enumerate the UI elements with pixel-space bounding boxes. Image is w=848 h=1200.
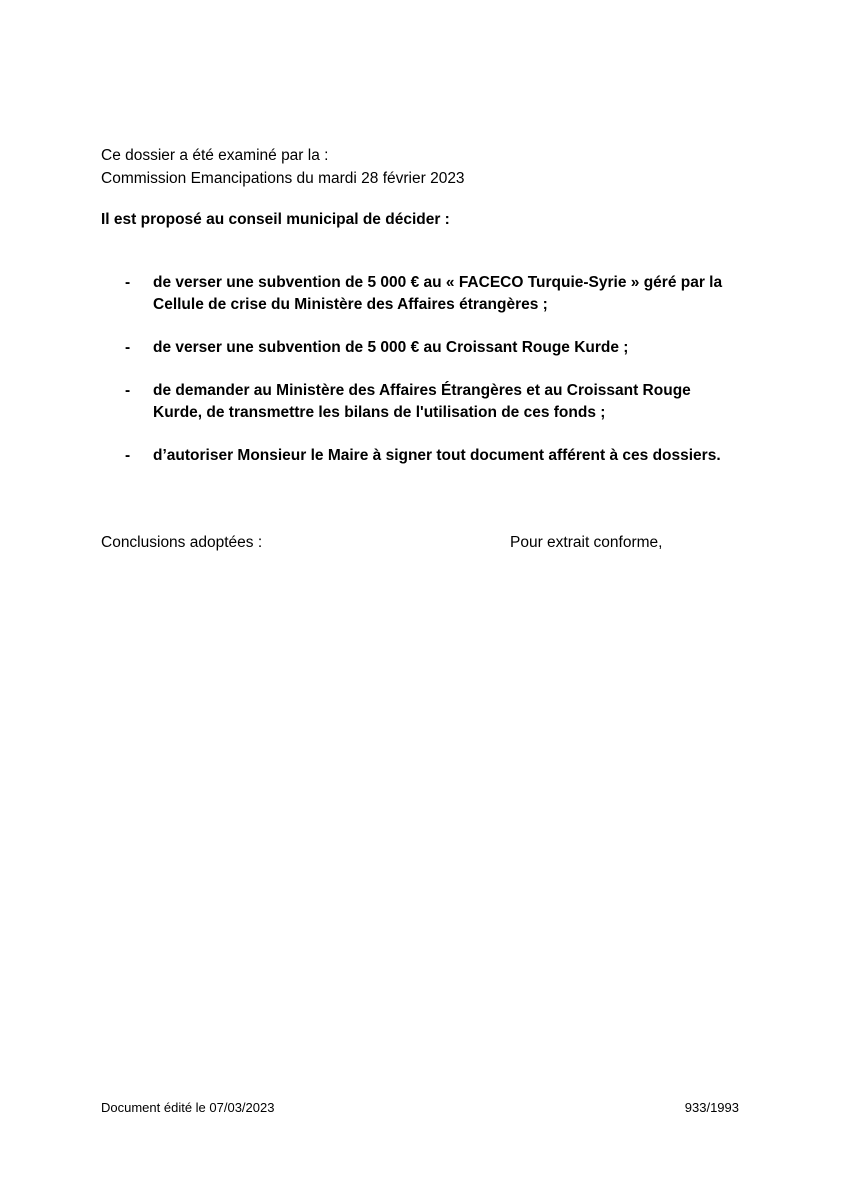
decision-item-subvention-faceco bbox=[101, 272, 761, 316]
decision-line: de verser une subvention de 5 000 € au « FACECO Turquie-Syrie » géré par la bbox=[153, 274, 723, 291]
decision-item-subvention-croissant-rouge bbox=[101, 337, 761, 359]
intro-line-commission: Commission Emancipations du mardi 28 février 2023 bbox=[101, 170, 465, 187]
intro-line-examined: Ce dossier a été examiné par la : bbox=[101, 147, 329, 164]
list-dash: - bbox=[125, 274, 131, 291]
decision-item-demande-bilans bbox=[101, 380, 761, 424]
decision-line: de verser une subvention de 5 000 € au Croissant Rouge Kurde ; bbox=[153, 339, 629, 356]
page-number: 933/1993 bbox=[684, 1100, 739, 1115]
list-dash: - bbox=[125, 447, 131, 464]
edited-date: Document édité le 07/03/2023 bbox=[101, 1100, 275, 1115]
commission-intro bbox=[101, 144, 465, 190]
proposal-heading: Il est proposé au conseil municipal de décider : bbox=[101, 211, 450, 228]
list-dash: - bbox=[125, 382, 131, 399]
decision-item-autorisation-maire bbox=[101, 445, 761, 467]
decision-line: Cellule de crise du Ministère des Affaires étrangères ; bbox=[153, 296, 548, 313]
decision-list bbox=[101, 272, 761, 488]
decision-line: de demander au Ministère des Affaires Étrangères et au Croissant Rouge bbox=[153, 382, 691, 399]
decision-line: d’autoriser Monsieur le Maire à signer tout document afférent à ces dossiers. bbox=[153, 447, 721, 464]
list-dash: - bbox=[125, 339, 131, 356]
decision-line: Kurde, de transmettre les bilans de l'utilisation de ces fonds ; bbox=[153, 404, 606, 421]
extract-label: Pour extrait conforme, bbox=[510, 534, 663, 551]
conclusions-label: Conclusions adoptées : bbox=[101, 534, 263, 551]
